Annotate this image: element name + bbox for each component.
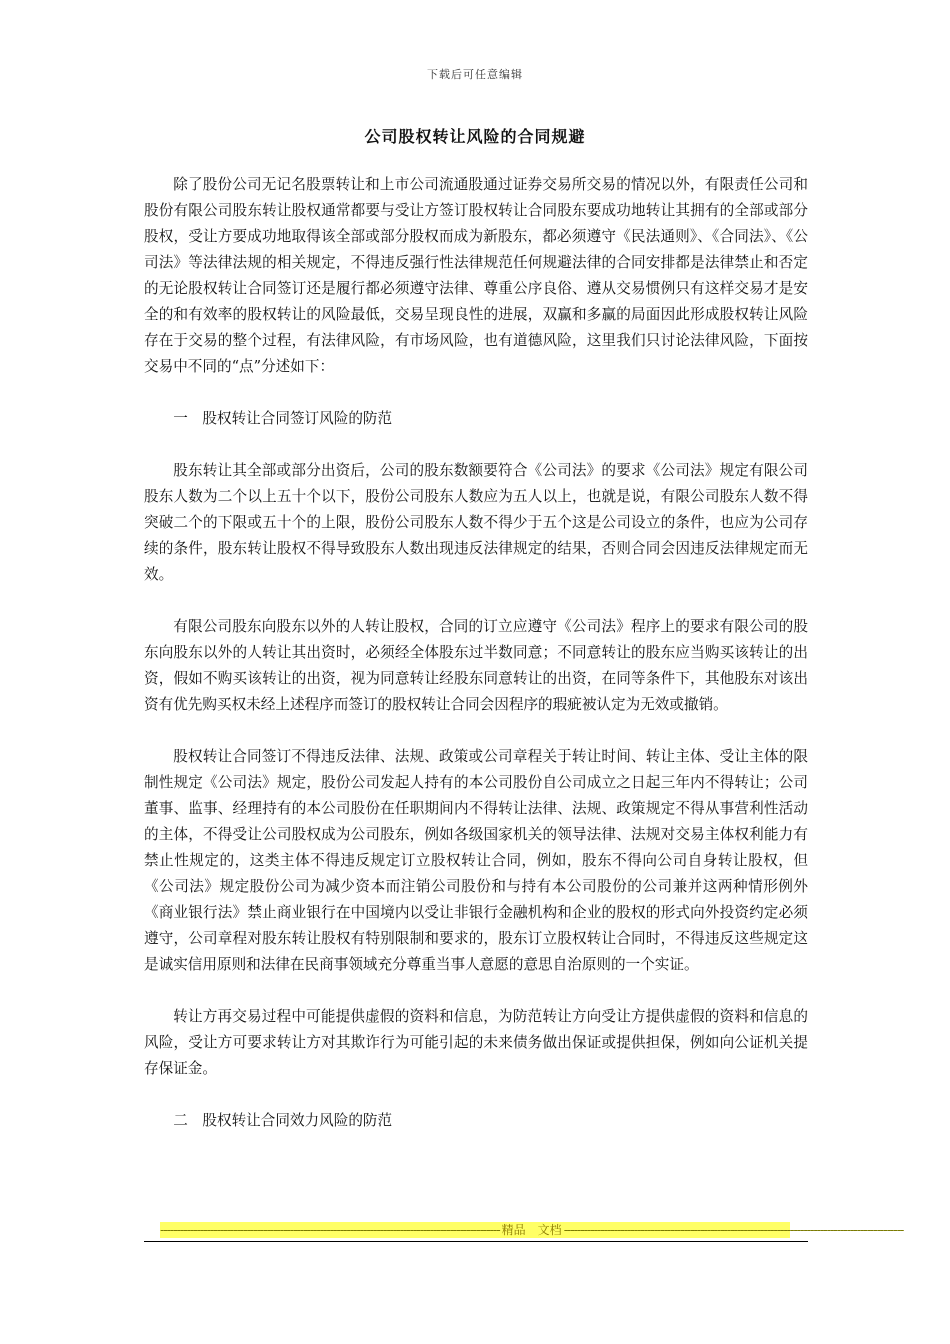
body-paragraph-4: 转让方再交易过程中可能提供虚假的资料和信息，为防范转让方向受让方提供虚假的资料和信息的风险，受让方可要求转让方对其欺诈行为可能引起的未来债务做出保证或提供担保，例如向公证机关提存保证金。 bbox=[144, 1008, 808, 1077]
footer-rule bbox=[144, 1241, 808, 1242]
section-heading-1: 一 股权转让合同签订风险的防范 bbox=[173, 410, 393, 427]
body-paragraph-3: 股权转让合同签订不得违反法律、法规、政策或公司章程关于转让时间、转让主体、受让主体的限制性规定《公司法》规定，股份公司发起人持有的本公司股份自公司成立之日起三年内不得转让；公司董事、监事、经理持有的本公司股份在任职期间内不得转让法律、法规、政策规定不得从事营利性活动的主体，不得受让公司股权成为公司股东，例如各级国家机关的领导法律、法规对交易主体权利能力有禁止性规定的，这类主体不得违反规定订立股权转让合同，例如，股东不得向公司自身转让股权，但《公司法》规定股份公司为减少资本而注销公司股份和与持有本公司股份的公司兼并这两种情形例外《商业银行法》禁止商业银行在中国境内以受让非银行金融机构和企业的股权的形式向外投资约定必须遵守，公司章程对股东转让股权有特别限制和要求的，股东订立股权转让合同时，不得违反这些规定这是诚实信用原则和法律在民商事领域充分尊重当事人意愿的意思自治原则的一个实证。 bbox=[144, 748, 808, 973]
footer-dash-right: ------------------------------------------------------------------------------------------------------ bbox=[563, 1223, 904, 1237]
intro-paragraph: 除了股份公司无记名股票转让和上市公司流通股通过证券交易所交易的情况以外，有限责任公司和股份有限公司股东转让股权通常都要与受让方签订股权转让合同股东要成功地转让其拥有的全部或部分股权，受让方要成功地取得该全部或部分股权而成为新股东，都必须遵守《民法通则》、《合同法》、《公司法》等法律法规的相关规定，不得违反强行性法律规范任何规避法律的合同安排都是法律禁止和否定的无论股权转让合同签订还是履行都必须遵守法律、尊重公序良俗、遵从交易惯例只有这样交易才是安全的和有效率的股权转让的风险最低，交易呈现良性的进展，双赢和多赢的局面因此形成股权转让风险存在于交易的整个过程，有法律风险，有市场风险，也有道德风险，这里我们只讨论法律风险，下面按交易中不同的“点”分述如下： bbox=[144, 176, 808, 375]
document-title: 公司股权转让风险的合同规避 bbox=[364, 127, 586, 146]
body-paragraph-1: 股东转让其全部或部分出资后，公司的股东数额要符合《公司法》的要求《公司法》规定有限公司股东人数为二个以上五十个以下，股份公司股东人数应为五人以上，也就是说，有限公司股东人数不得突破二个的下限或五十个的上限，股份公司股东人数不得少于五个这是公司设立的条件，也应为公司存续的条件，股东转让股权不得导致股东人数出现违反法律规定的结果，否则合同会因违反法律规定而无效。 bbox=[144, 462, 808, 583]
footer-dash-left: ------------------------------------------------------------------------------------------------------ bbox=[160, 1223, 500, 1237]
footer-label: 精品 文档 bbox=[501, 1223, 562, 1237]
section-heading-2: 二 股权转让合同效力风险的防范 bbox=[173, 1112, 393, 1129]
body-paragraph-2: 有限公司股东向股东以外的人转让股权，合同的订立应遵守《公司法》程序上的要求有限公司的股东向股东以外的人转让其出资时，必须经全体股东过半数同意；不同意转让的股东应当购买该转让的出资，假如不购买该转让的出资，视为同意转让经股东同意转让的出资，在同等条件下，其他股东对该出资有优先购买权未经上述程序而签订的股权转让合同会因程序的瑕疵被认定为无效或撤销。 bbox=[144, 618, 808, 713]
footer-banner bbox=[160, 1222, 904, 1238]
header-note: 下载后可任意编辑 bbox=[427, 68, 523, 81]
document-body bbox=[144, 172, 808, 1160]
